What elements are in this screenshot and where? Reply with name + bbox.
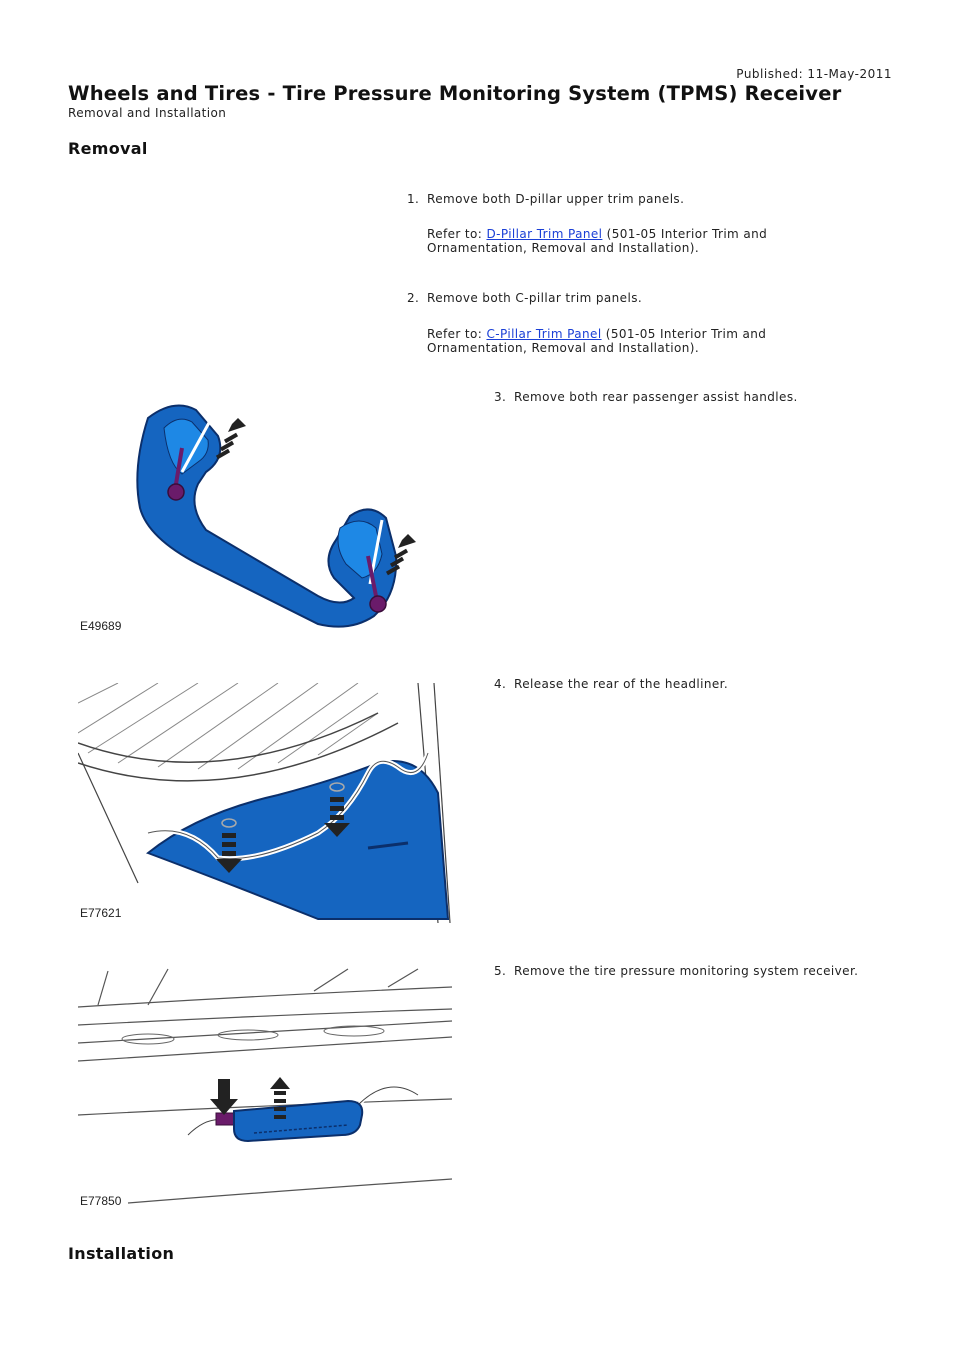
step-text: Release the rear of the headliner. [514,677,729,691]
d-pillar-trim-panel-link[interactable]: D-Pillar Trim Panel [486,227,603,241]
figure-label: E49689 [80,619,122,633]
step-text: Remove both rear passenger assist handles. [514,390,798,404]
page-subtitle: Removal and Installation [68,106,227,120]
step-number: 4. [494,677,507,691]
step-number: 5. [494,964,507,978]
c-pillar-trim-panel-link[interactable]: C-Pillar Trim Panel [486,327,602,341]
published-date: Published: 11-May-2011 [736,67,892,81]
step-2-reference: Refer to: C-Pillar Trim Panel (501-05 Interior Trim and Ornamentation, Removal and Installation). [427,327,767,355]
step-text: Remove both C-pillar trim panels. [427,291,643,305]
step-number: 3. [494,390,507,404]
figure-tpms-receiver [78,965,458,1215]
figure-label: E77850 [80,1194,122,1208]
step-number: 1. [407,192,420,206]
figure-label: E77621 [80,906,122,920]
step-text: Remove the tire pressure monitoring system receiver. [514,964,859,978]
section-removal: Removal [68,139,148,158]
figure-headliner [78,683,458,923]
figure-assist-handle [78,388,458,638]
step-text: Remove both D-pillar upper trim panels. [427,192,685,206]
section-installation: Installation [68,1244,175,1263]
step-number: 2. [407,291,420,305]
step-1-reference: Refer to: D-Pillar Trim Panel (501-05 Interior Trim and Ornamentation, Removal and Installation). [427,227,768,255]
page-title: Wheels and Tires - Tire Pressure Monitoring System (TPMS) Receiver [68,82,842,105]
